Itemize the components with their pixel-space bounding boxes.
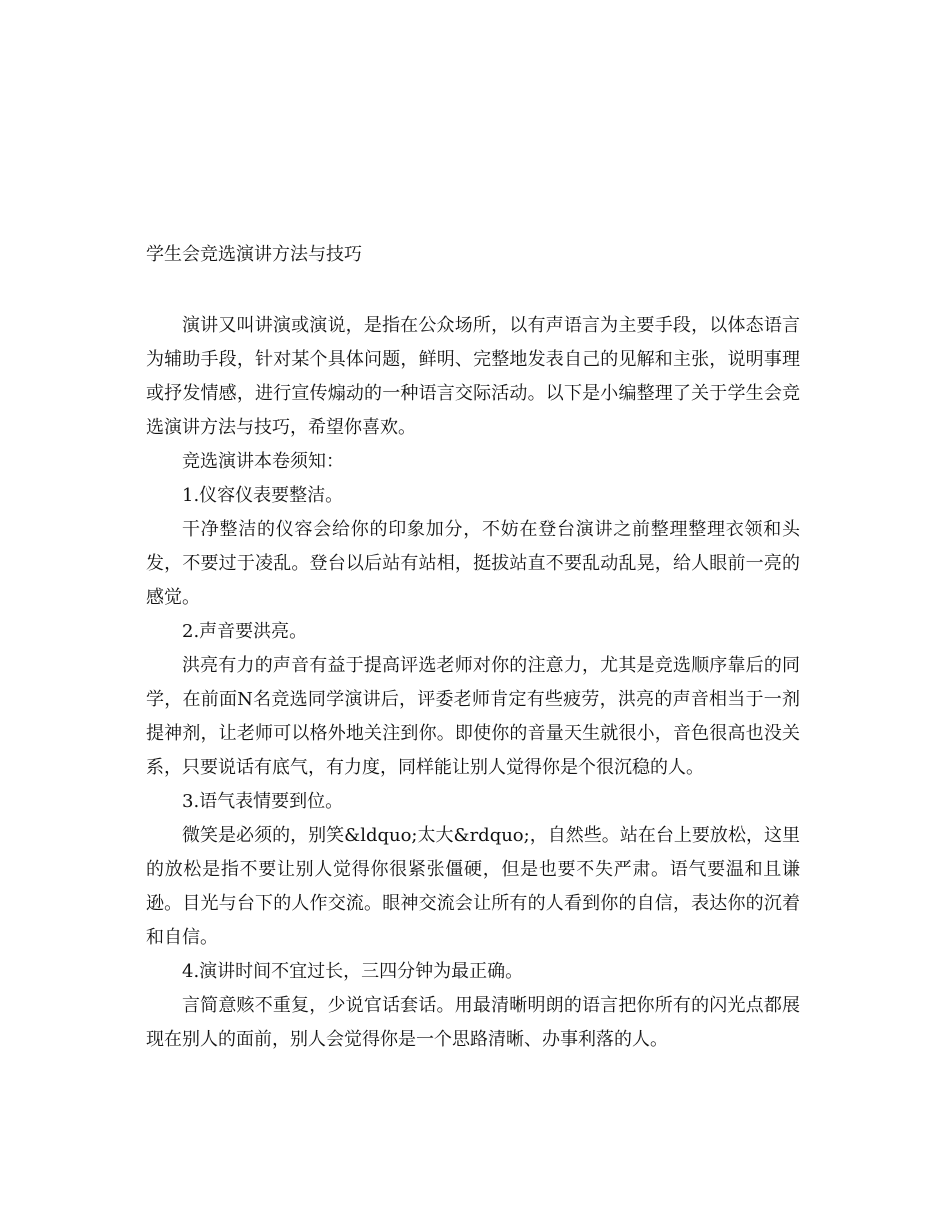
paragraph-point-4-heading: 4.演讲时间不宜过长，三四分钟为最正确。 <box>182 961 524 982</box>
paragraph-intro: 演讲又叫讲演或演说，是指在公众场所，以有声语言为主要手段，以体态语言为辅助手段，针对某个具体问题，鲜明、完整地发表自己的见解和主张，说明事理或抒发情感，进行宣传煽动的一种语言交际活动。以下是小编整理了关于学生会竞选演讲方法与技巧，希望你喜欢。 <box>146 315 800 438</box>
paragraph-point-4-body: 言简意赅不重复，少说官话套话。用最清晰明朗的语言把你所有的闪光点都展现在别人的面前，别人会觉得你是一个思路清晰、办事利落的人。 <box>146 995 800 1050</box>
document-title: 学生会竞选演讲方法与技巧 <box>146 244 362 265</box>
paragraph-point-1-heading: 1.仪容仪表要整洁。 <box>182 485 344 506</box>
paragraph-point-3-heading: 3.语气表情要到位。 <box>182 791 344 812</box>
paragraph-point-1-body: 干净整洁的仪容会给你的印象加分，不妨在登台演讲之前整理整理衣领和头发，不要过于凌乱。登台以后站有站相，挺拔站直不要乱动乱晃，给人眼前一亮的感觉。 <box>146 519 800 608</box>
paragraph-point-3-body: 微笑是必须的，别笑&ldquo;太大&rdquo;，自然些。站在台上要放松，这里的放松是指不要让别人觉得你很紧张僵硬，但是也要不失严肃。语气要温和且谦逊。目光与台下的人作交流。眼神交流会让所有的人看到你的自信，表达你的沉着和自信。 <box>146 825 800 948</box>
paragraph-point-2-heading: 2.声音要洪亮。 <box>182 621 308 642</box>
paragraph-point-2-body: 洪亮有力的声音有益于提高评选老师对你的注意力，尤其是竞选顺序靠后的同学，在前面N名竞选同学演讲后，评委老师肯定有些疲劳，洪亮的声音相当于一剂提神剂，让老师可以格外地关注到你。即使你的音量天生就很小，音色很高也没关系，只要说话有底气，有力度，同样能让别人觉得你是个很沉稳的人。 <box>146 655 800 778</box>
document-body <box>146 309 800 1057</box>
paragraph-notice-heading: 竞选演讲本卷须知： <box>182 451 344 472</box>
